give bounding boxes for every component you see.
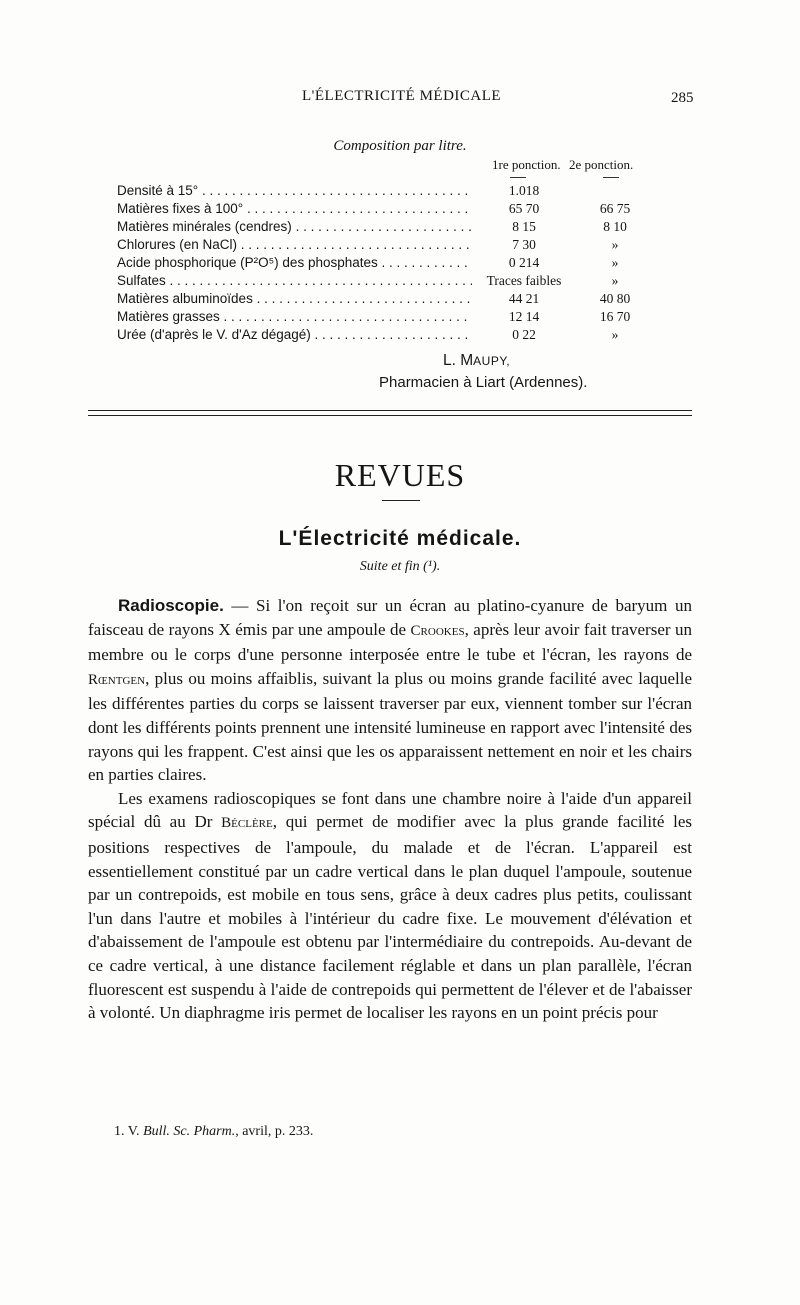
footnote-suffix: , avril, p. 233. [235,1124,314,1139]
article-subtitle: Suite et fin (¹). [359,559,441,574]
row-label: Urée (d'après le V. d'Az dégagé) . . . [117,326,472,344]
value-first: 0 22 [512,327,536,342]
table-row [117,200,647,218]
row-label: Matières grasses . . . [117,308,472,326]
value-first: 7 30 [512,237,536,252]
article-title: L'Électricité médicale. [278,527,522,550]
author-signature [443,352,510,370]
table-row [117,326,647,344]
value-first: 8 15 [512,219,536,234]
column-header-first-puncture: 1re ponction. [492,157,561,172]
table-row [117,308,647,326]
value-second: » [611,273,619,288]
table-row [117,272,647,290]
running-header: L'ÉLECTRICITÉ MÉDICALE [302,88,502,104]
author-affiliation: Pharmacien à Liart (Ardennes). [379,374,588,391]
text-run: — Si l'on reçoit sur un écran au platino-cyanure de baryum un faisceau de rayons X émis par une ampoule de [88,596,692,639]
value-first: 0 214 [508,255,540,270]
table-row [117,218,647,236]
section-title: REVUES [334,457,466,493]
column-dash [603,177,619,178]
name-roentgen: Rœntgen [88,671,146,688]
divider-rule [88,415,692,416]
composition-title: Composition par litre. [333,138,467,154]
text-run: Les examens radioscopiques se font dans une chambre noire à l'aide d'un appareil spécial dû au Dr [88,788,692,832]
table-row [117,182,647,200]
title-rule [382,500,420,501]
row-label: Matières fixes à 100° . . . [117,200,472,218]
value-second: 66 75 [599,201,631,216]
paragraph-lead: Radioscopie. [118,596,224,615]
signature-initial: L. M [443,352,474,369]
row-label: Matières albuminoïdes . . . [117,290,472,308]
footnote [114,1124,313,1140]
value-first: 12 14 [508,309,540,324]
table-row [117,236,647,254]
paragraph [88,787,692,1025]
composition-table [117,182,647,344]
divider-rule [88,410,692,411]
row-label: Matières minérales (cendres) . . . [117,218,472,236]
column-dash [510,177,526,178]
article-body [88,594,692,1025]
paragraph [88,594,692,787]
row-label: Densité à 15° . . . [117,182,472,200]
text-run: , après leur avoir fait traverser un membre ou le corps d'une personne interposée entre le tube et l'écran, les rayons de [88,619,692,665]
column-header-second-puncture: 2e ponction. [569,157,634,172]
value-second: » [611,255,619,270]
footnote-prefix: 1. V. [114,1124,144,1139]
value-first: 65 70 [508,201,540,216]
value-first: Traces faibles [486,273,562,288]
value-second: 40 80 [599,291,631,306]
text-run: , qui permet de modifier avec la plus grande facilité les positions respectives de l'ampoule, du malade et de l'écran. L'appareil est essentiellement constitué par un cadre vertical dans le plan duquel l'ampoule, soutenue par un contrepoids, est mobile en tous sens, grâce à deux cadres plus petits, coulissant l'un dans l'autre et mobiles à l'intérieur du cadre fixe. Le mouvement d'élévation et d'abaissement de l'ampoule est obtenu par l'intermédiaire du contrepoids. Au-devant de ce cadre vertical, à une distance facilement réglable et dans un plan parallèle, l'écran fluorescent est suspendu à l'aide de contrepoids qui permettent de l'élever et de l'abaisser à volonté. Un diaphragme iris permet de localiser les rayons en un point précis pour [88,812,693,1023]
row-label: Chlorures (en NaCl) . . . [117,236,472,254]
footnote-journal: Bull. Sc. Pharm. [143,1124,236,1139]
row-label: Acide phosphorique (P²O⁵) des phosphates . . . [117,254,472,272]
value-second: 8 10 [603,219,627,234]
value-first: 1.018 [508,183,540,198]
name-crookes: Crookes [410,622,465,639]
value-first: 44 21 [508,291,540,306]
name-beclere: Béclère [221,815,273,832]
page-number: 285 [671,90,694,106]
row-label: Sulfates . . . [117,272,472,290]
value-second: 16 70 [599,309,631,324]
table-row [117,254,647,272]
table-row [117,290,647,308]
signature-surname: AUPY, [473,354,511,368]
value-second: » [611,327,619,342]
value-second: » [611,237,619,252]
text-run: , plus ou moins affaiblis, suivant la plus ou moins grande facilité avec laquelle les différentes parties du corps se laissent traverser par eux, viennent tomber sur l'écran dont les différents points prennent une intensité lumineuse en rapport avec l'intensité des rayons qui les frappent. C'est ainsi que les os apparaissent nettement en noir et les chairs en parties claires. [88,668,692,785]
